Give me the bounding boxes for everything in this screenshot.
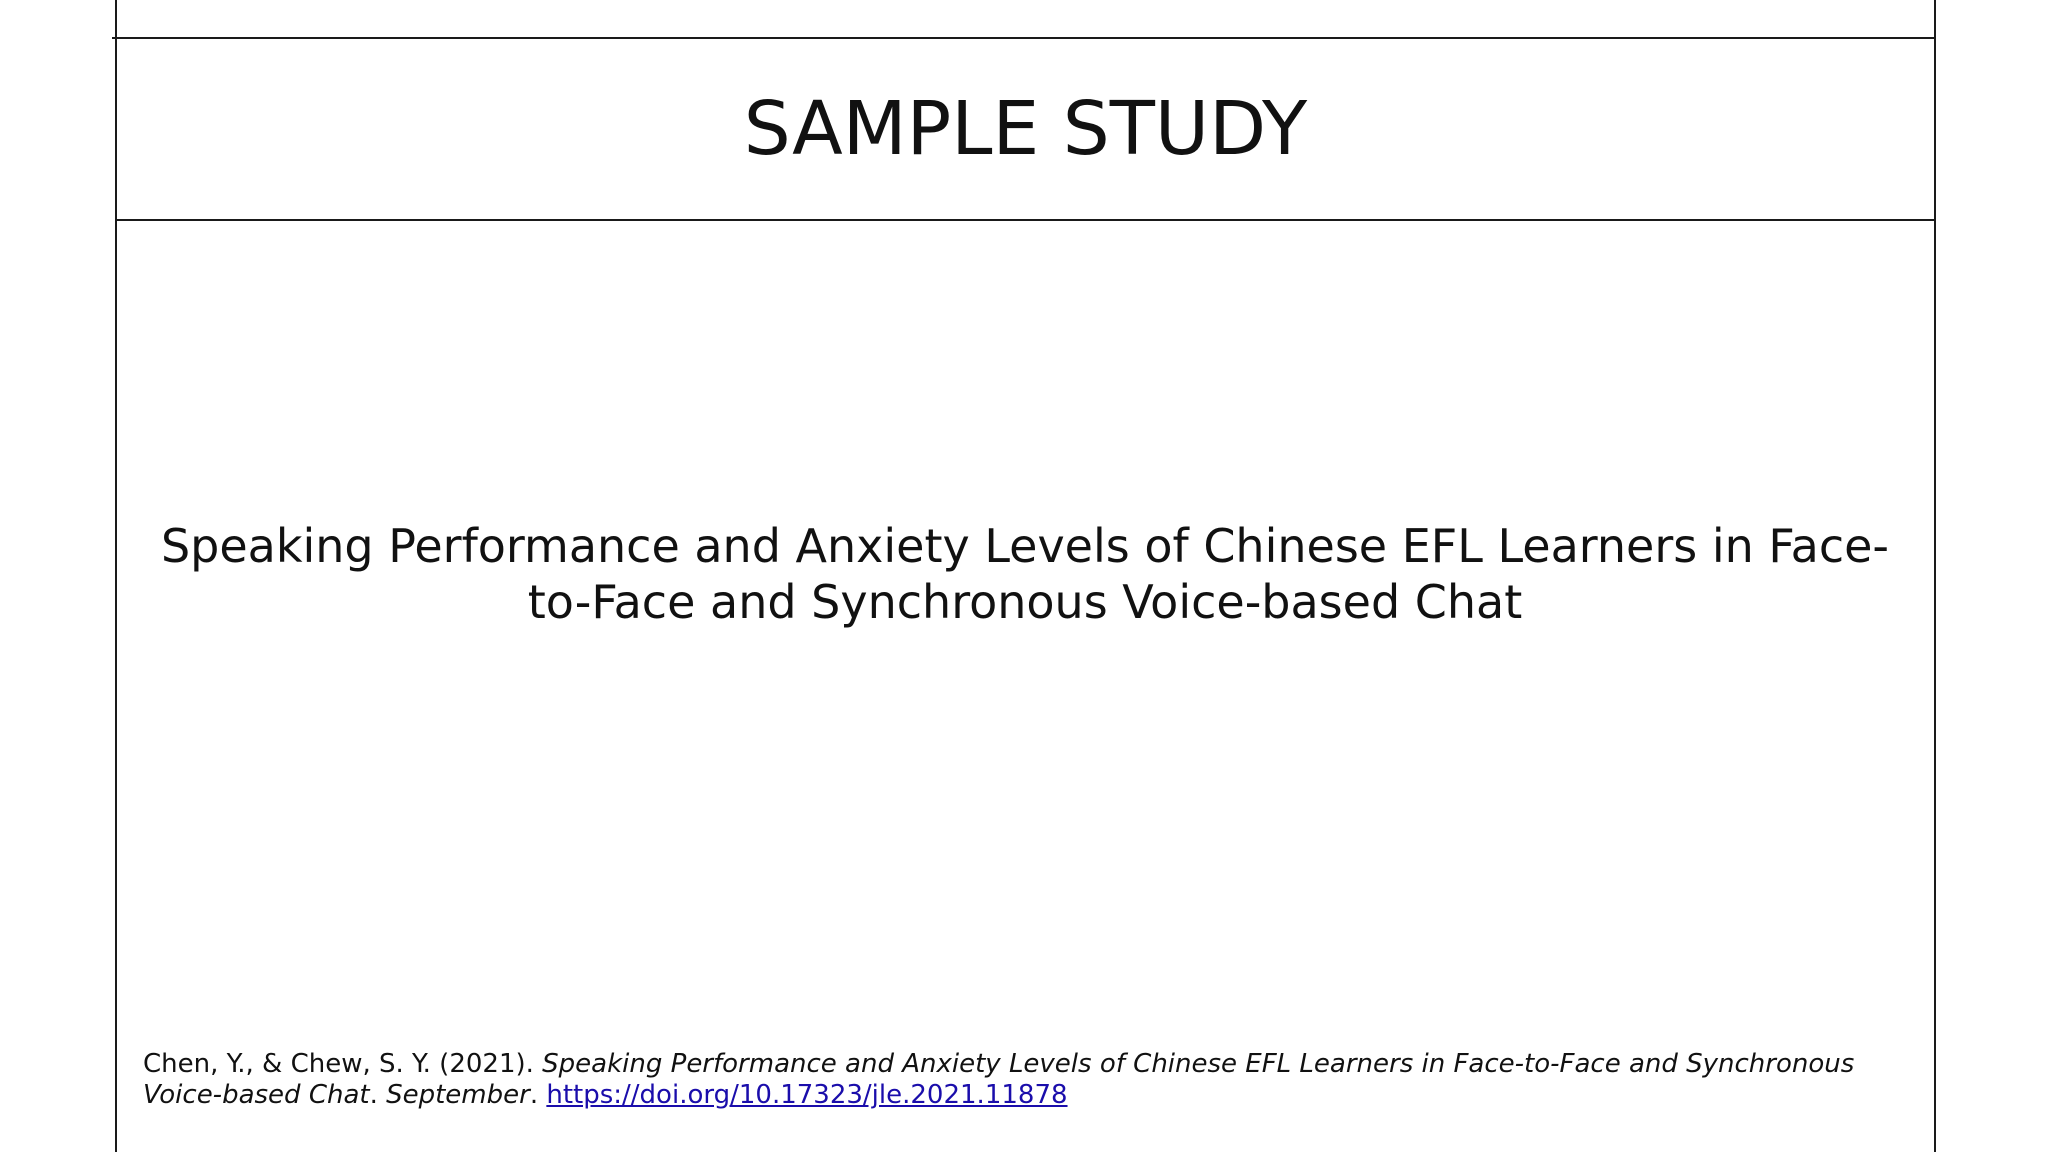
study-title: Speaking Performance and Anxiety Levels of Chinese EFL Learners in Face-to-Face and Synchronous Voice-based Chat [160, 519, 1890, 629]
citation [143, 1049, 1913, 1111]
citation-authors: Chen, Y., & Chew, S. Y. (2021). [143, 1049, 543, 1079]
citation-month: September [386, 1080, 530, 1110]
citation-title: Speaking Performance and Anxiety Levels of Chinese EFL Learners in Face-to-Face and Synchronous Voice-based Chat [143, 1049, 1855, 1110]
frame-right-border [1934, 0, 1936, 1152]
citation-separator: . [369, 1080, 387, 1110]
doi-link[interactable]: https://doi.org/10.17323/jle.2021.11878 [546, 1080, 1068, 1110]
section-title: SAMPLE STUDY [743, 85, 1308, 172]
header-bottom-rule [115, 219, 1936, 221]
citation-separator-2: . [529, 1080, 547, 1110]
